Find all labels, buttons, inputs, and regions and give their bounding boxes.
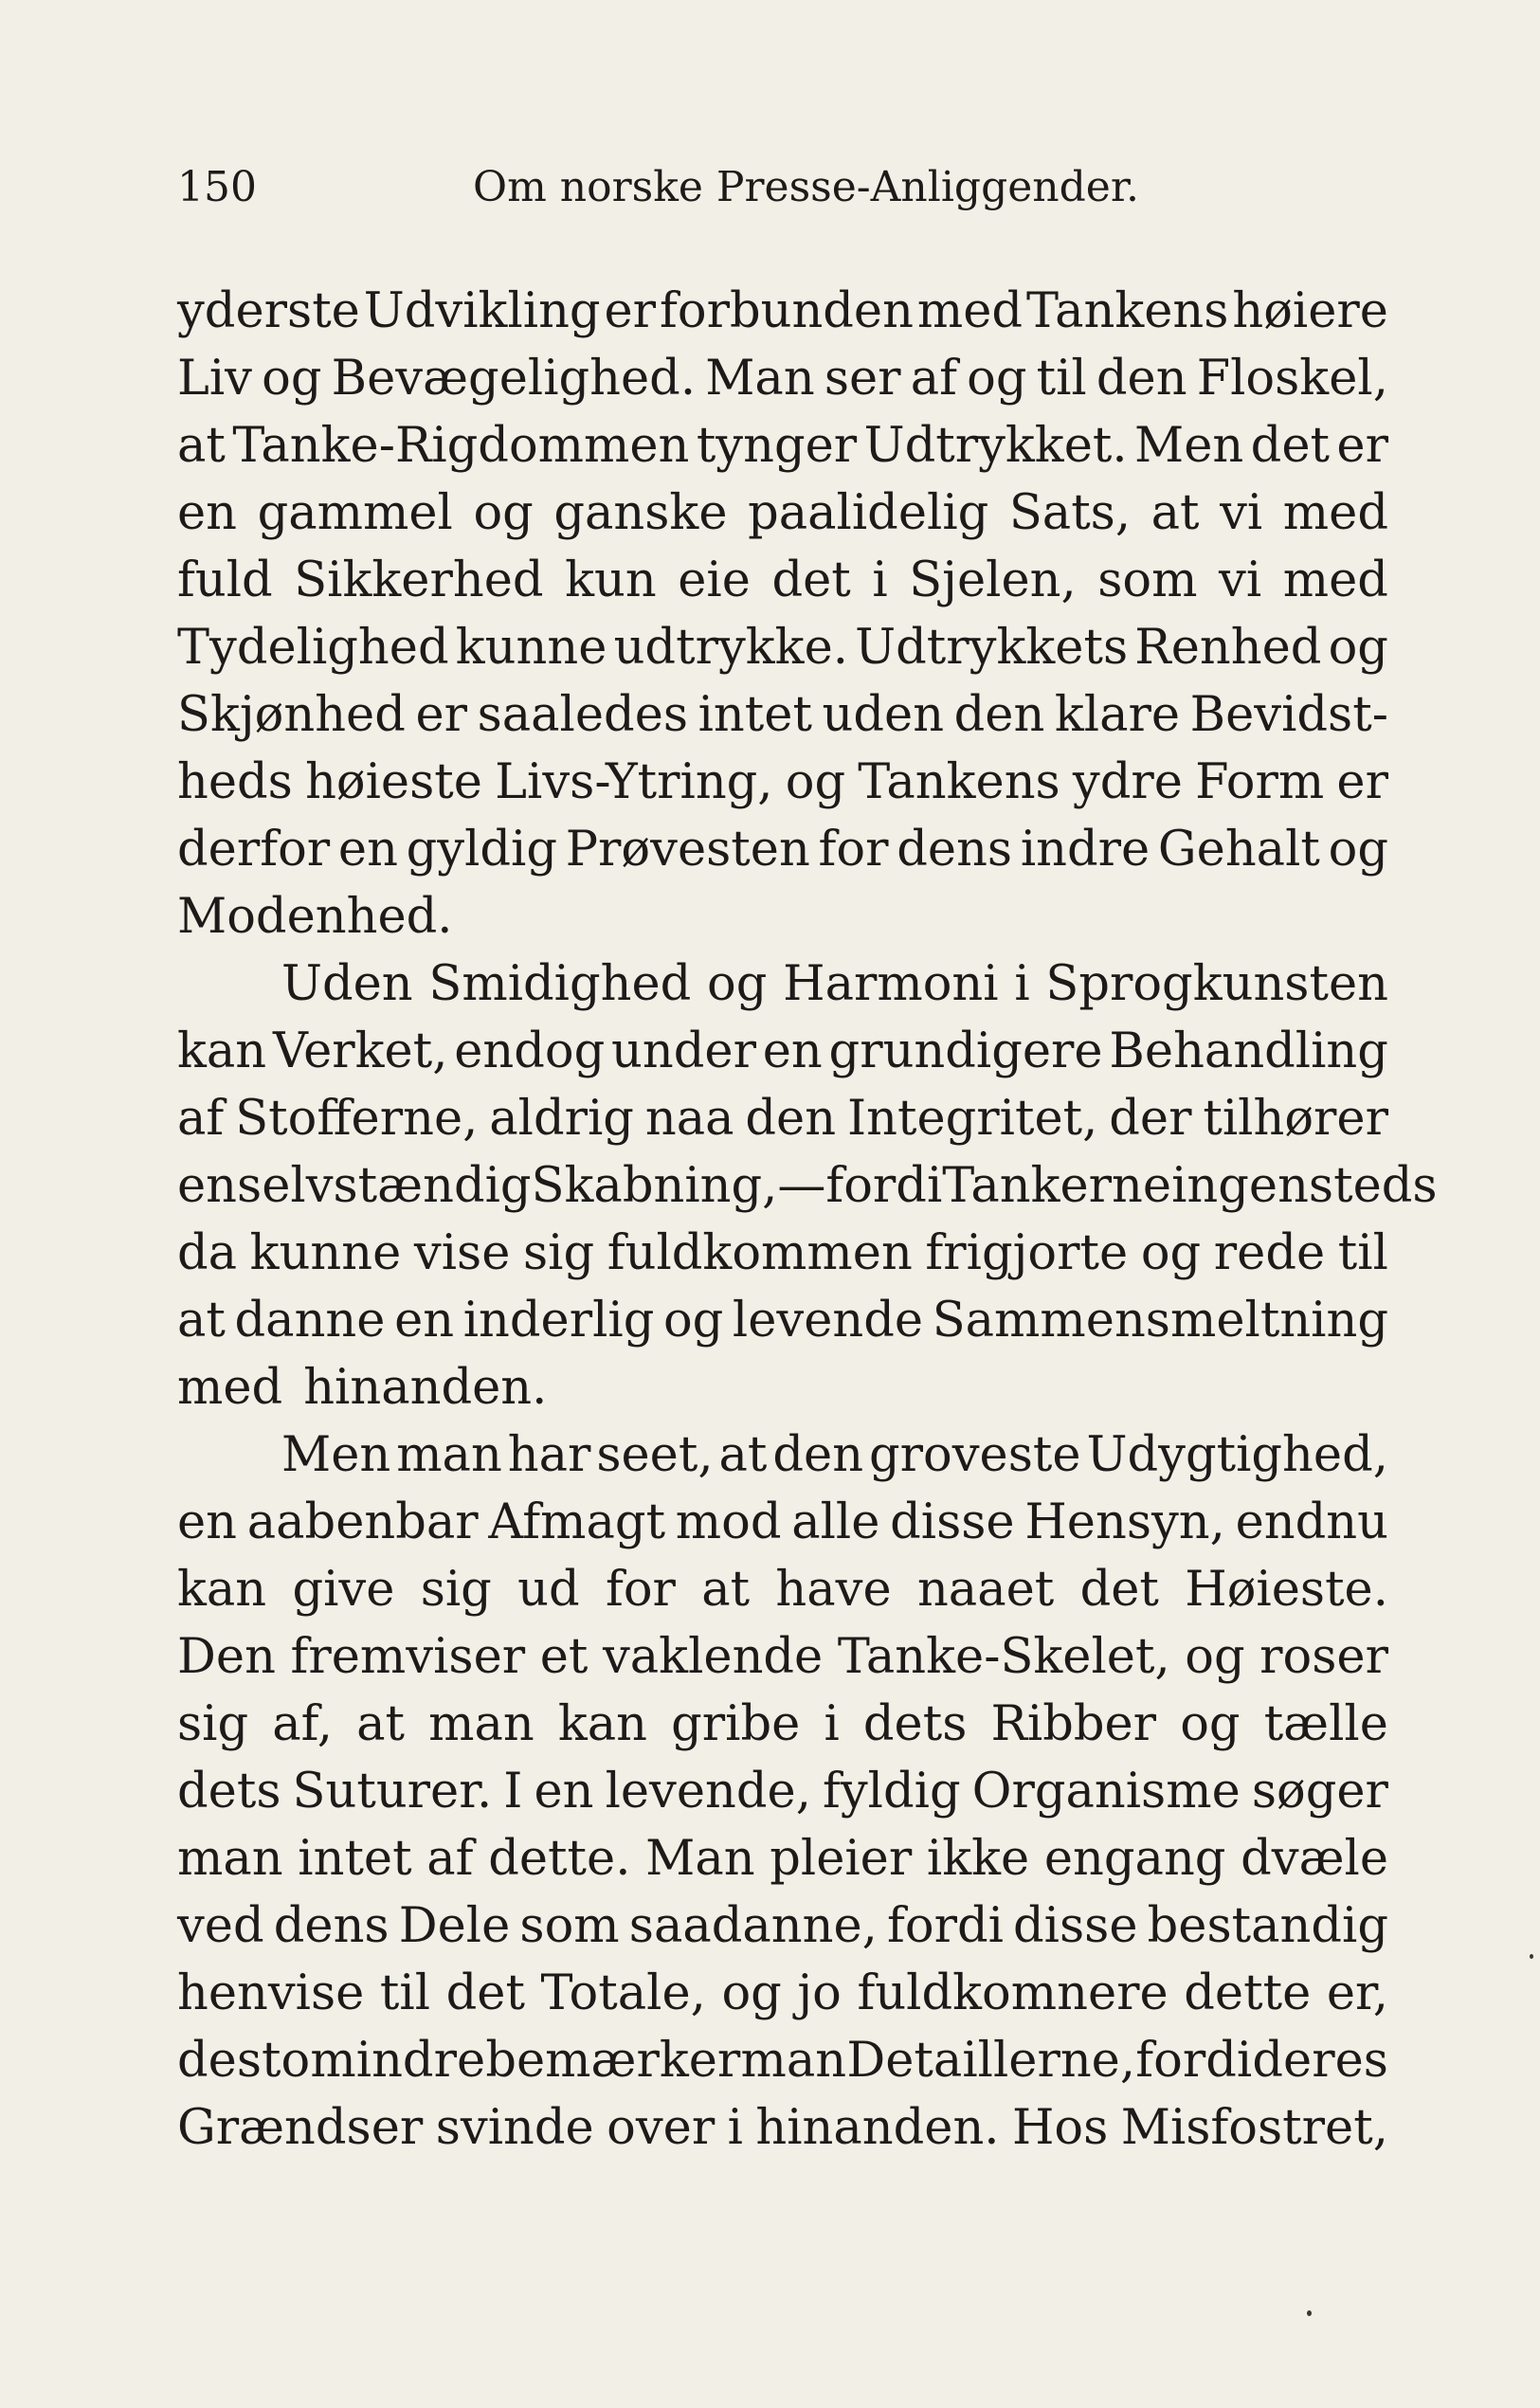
word: er (1336, 418, 1388, 474)
word: Form (1195, 754, 1325, 810)
word: vi (1220, 485, 1263, 541)
word: og (707, 956, 768, 1012)
text-line (177, 1623, 1388, 1691)
word: af (177, 1091, 225, 1147)
text-line (177, 345, 1388, 412)
word: Dele (398, 1898, 511, 1954)
word: naaet (916, 1562, 1055, 1618)
word: Modenhed. (177, 889, 453, 945)
word: give (292, 1562, 395, 1618)
word: Bevægelighed. (331, 351, 697, 407)
word: vaklende (602, 1629, 824, 1685)
text-line (177, 1018, 1388, 1085)
word: man (740, 2033, 847, 2089)
word: grundigere (828, 1023, 1103, 1079)
text-line (177, 749, 1388, 816)
text-line (177, 951, 1388, 1018)
word: og (721, 1965, 782, 2021)
word: da (177, 1225, 238, 1281)
word: kunne (455, 620, 607, 676)
word: dette (1184, 1965, 1312, 2021)
word: aldrig (489, 1091, 634, 1147)
word: Harmoni (783, 956, 999, 1012)
word: er (415, 687, 468, 743)
word: at (701, 1562, 751, 1618)
word: Gehalt (1157, 822, 1320, 878)
word: i (727, 2100, 743, 2156)
word: Men (1134, 418, 1244, 474)
word: er, (1326, 1965, 1388, 2021)
word: for (818, 822, 889, 878)
word: kan (557, 1696, 648, 1752)
word: at (356, 1696, 405, 1752)
text-line (177, 1220, 1388, 1287)
word: den (953, 687, 1045, 743)
text-line (177, 1152, 1438, 1220)
word: det (1250, 418, 1330, 474)
word: og (1328, 822, 1388, 878)
word: Ribber (990, 1696, 1157, 1752)
word: disse (890, 1494, 1015, 1550)
word: Man (705, 351, 815, 407)
word: Udtrykkets (855, 620, 1129, 676)
word: yderste (177, 283, 360, 339)
word: intet (698, 687, 812, 743)
word: Misfostret, (1120, 2100, 1388, 2156)
word: Stofferne, (235, 1091, 479, 1147)
text-line (177, 1085, 1388, 1152)
word: bestandig (1147, 1898, 1388, 1954)
word: Integritet, (846, 1091, 1098, 1147)
word: aabenbar (246, 1494, 479, 1550)
text-line (177, 816, 1388, 883)
word: deres (1252, 2033, 1388, 2089)
word: under (611, 1023, 756, 1079)
word: klare (1054, 687, 1181, 743)
word: det (445, 1965, 525, 2021)
word: derfor (177, 822, 331, 878)
word: ikke (926, 1831, 1030, 1887)
word: danne (234, 1293, 386, 1349)
word: Suturer. (292, 1764, 493, 1820)
word: eie (678, 552, 751, 608)
word: fordi (887, 1898, 1004, 1954)
word: og (1328, 620, 1388, 676)
word: Hensyn, (1024, 1494, 1225, 1550)
text-line (177, 1960, 1388, 2027)
word: Udvikling (363, 283, 601, 339)
word: et (539, 1629, 589, 1685)
word: kan (177, 1562, 267, 1618)
word: kun (565, 552, 657, 608)
word: Sats, (1008, 485, 1132, 541)
word: endnu (1235, 1494, 1388, 1550)
word: over (607, 2100, 716, 2156)
word: fyldig (822, 1764, 961, 1820)
word: udtrykke. (613, 620, 848, 676)
word: desto (177, 2033, 311, 2089)
word: en (177, 485, 238, 541)
word: Den (177, 1629, 276, 1685)
word: Grændser (177, 2100, 424, 2156)
word: fuld (177, 552, 273, 608)
word: Smidighed (428, 956, 692, 1012)
word: Renhed (1134, 620, 1322, 676)
word: fremviser (290, 1629, 526, 1685)
word: Organisme (971, 1764, 1241, 1820)
word: og (473, 485, 534, 541)
word: Uden (281, 956, 413, 1012)
word: fuldkomnere (857, 1965, 1169, 2021)
word: jo (797, 1965, 842, 2021)
word: pleier (770, 1831, 913, 1887)
word: og (1185, 1629, 1245, 1685)
word: har (507, 1427, 591, 1483)
word: vise (413, 1225, 511, 1281)
word: den (1096, 351, 1187, 407)
text-line (177, 1287, 1388, 1354)
word: og (262, 351, 322, 407)
word: ud (517, 1562, 580, 1618)
word: Udtrykket. (863, 418, 1128, 474)
word: henvise (177, 1965, 365, 2021)
text-line (177, 681, 1388, 749)
text-line (177, 883, 1388, 951)
text-line (177, 1691, 1388, 1758)
word: seet, (596, 1427, 714, 1483)
word: ganske (553, 485, 728, 541)
word: vi (1219, 552, 1262, 608)
word: indre (1020, 822, 1150, 878)
word: Tanke-Skelet, (837, 1629, 1170, 1685)
text-line (177, 2027, 1388, 2094)
word: Bevidst- (1189, 687, 1388, 743)
word: og (1140, 1225, 1202, 1281)
word: er (1336, 754, 1388, 810)
word: Men (281, 1427, 391, 1483)
word: høiere (1232, 283, 1388, 339)
word: høieste (305, 754, 482, 810)
word: som (1097, 552, 1198, 608)
word: man (396, 1427, 502, 1483)
word: tynger (696, 418, 858, 474)
word: engang (1043, 1831, 1226, 1887)
ink-speck (1307, 2310, 1312, 2316)
word: I (503, 1764, 523, 1820)
word: ydre (1072, 754, 1183, 810)
text-line (177, 1489, 1388, 1556)
word: Tankens (1026, 283, 1229, 339)
word: ser (824, 351, 901, 407)
text-line (177, 1758, 1388, 1825)
word: groveste (868, 1427, 1081, 1483)
word: i (872, 552, 888, 608)
word: levende, (605, 1764, 811, 1820)
word: i (824, 1696, 840, 1752)
word: Sikkerhed (294, 552, 544, 608)
word: der (1109, 1091, 1192, 1147)
text-line (177, 412, 1388, 480)
word: kan (177, 1023, 267, 1079)
word: fuldkommen (607, 1225, 913, 1281)
text-line (177, 1825, 1388, 1892)
word: med (916, 283, 1024, 339)
word: Sprogkunsten (1045, 956, 1388, 1012)
word: Udygtighed, (1086, 1427, 1388, 1483)
word: Tankerne (942, 1158, 1172, 1214)
word: hinanden. (755, 2100, 1000, 2156)
word: man (428, 1696, 534, 1752)
word: dets (862, 1696, 968, 1752)
word: endog (454, 1023, 606, 1079)
word: hinanden. (303, 1360, 548, 1416)
word: det (1079, 1562, 1159, 1618)
word: med (177, 1360, 283, 1416)
word: sig (177, 1696, 249, 1752)
word: gyldig (406, 822, 558, 878)
word: den (745, 1091, 837, 1147)
word: mod (675, 1494, 782, 1550)
word: en (762, 1023, 823, 1079)
word: Tydelighed (177, 620, 449, 676)
word: gribe (671, 1696, 801, 1752)
word: dette. (488, 1831, 631, 1887)
word: fordi (825, 1158, 943, 1214)
page-header (177, 159, 1390, 216)
word: til (1036, 351, 1087, 407)
word: søger (1251, 1764, 1388, 1820)
word: at (1150, 485, 1200, 541)
text-line (177, 547, 1388, 614)
word: en (394, 1293, 455, 1349)
word: paalidelig (748, 485, 989, 541)
word: at (177, 418, 226, 474)
text-line (177, 614, 1388, 681)
word: af (910, 351, 957, 407)
word: dens (273, 1898, 390, 1954)
word: i (1014, 956, 1030, 1012)
word: at (177, 1293, 226, 1349)
word: uden (822, 687, 945, 743)
word: og (967, 351, 1027, 407)
text-line (177, 2094, 1388, 2162)
word: sig (523, 1225, 595, 1281)
word: Hos (1011, 2100, 1109, 2156)
word: Prøvesten (565, 822, 810, 878)
word: af, (272, 1696, 333, 1752)
word: sig (420, 1562, 492, 1618)
word: man (177, 1831, 283, 1887)
body-text (177, 278, 1438, 2162)
word: Floskel, (1196, 351, 1388, 407)
word: mindre (310, 2033, 486, 2089)
word: kunne (249, 1225, 402, 1281)
paragraph-2 (177, 951, 1438, 1421)
text-line (177, 480, 1388, 547)
word: dens (897, 822, 1013, 878)
word: som (519, 1898, 620, 1954)
word: saaledes (477, 687, 689, 743)
word: med (1282, 552, 1388, 608)
word: er (604, 283, 657, 339)
text-line (177, 1421, 1388, 1489)
word: Sjelen, (909, 552, 1077, 608)
word: svinde (435, 2100, 594, 2156)
word: Tanke-Rigdommen (232, 418, 690, 474)
word: med (1282, 485, 1388, 541)
word: Livs-Ytring, (495, 754, 773, 810)
paragraph-1 (177, 278, 1388, 951)
page-number: 150 (177, 163, 257, 211)
word: til (379, 1965, 431, 2021)
word: Verket, (272, 1023, 448, 1079)
word: af (426, 1831, 474, 1887)
word: dvæle (1241, 1831, 1388, 1887)
word: — (777, 1158, 826, 1214)
word: roser (1259, 1629, 1388, 1685)
word: en (337, 822, 398, 878)
word: en (534, 1764, 594, 1820)
text-line (177, 278, 1388, 345)
word: Behandling (1109, 1023, 1388, 1079)
word: tælle (1263, 1696, 1388, 1752)
text-line (177, 1354, 1388, 1421)
word: frigjorte (925, 1225, 1129, 1281)
word: Totale, (540, 1965, 706, 2021)
word: til (1337, 1225, 1388, 1281)
word: heds (177, 754, 293, 810)
word: at (718, 1427, 768, 1483)
paragraph-3 (177, 1421, 1388, 2162)
word: bemærker (485, 2033, 741, 2089)
ink-speck (1530, 1954, 1533, 1959)
running-head: Om norske Presse-Anliggender. (473, 163, 1140, 211)
word: ved (177, 1898, 264, 1954)
word: Skjønhed (177, 687, 406, 743)
word: naa (644, 1091, 734, 1147)
word: dets (177, 1764, 281, 1820)
word: selvstændig (237, 1158, 532, 1214)
word: disse (1013, 1898, 1138, 1954)
word: fordi (1135, 2033, 1253, 2089)
word: alle (791, 1494, 880, 1550)
word: saadanne, (628, 1898, 878, 1954)
text-line (177, 1556, 1388, 1623)
word: Man (645, 1831, 755, 1887)
word: Afmagt (488, 1494, 666, 1550)
word: ingensteds (1171, 1158, 1438, 1214)
word: intet (298, 1831, 412, 1887)
word: tilhører (1203, 1091, 1388, 1147)
word: levende (732, 1293, 924, 1349)
word: Skabning, (531, 1158, 778, 1214)
word: Detaillerne, (846, 2033, 1136, 2089)
text-line (177, 1892, 1388, 1960)
word: en (177, 1158, 238, 1214)
word: gammel (257, 485, 453, 541)
word: Tankens (858, 754, 1060, 810)
word: Sammensmeltning (932, 1293, 1388, 1349)
word: og (662, 1293, 724, 1349)
word: for (605, 1562, 676, 1618)
word: Høieste. (1185, 1562, 1388, 1618)
word: og (785, 754, 846, 810)
word: det (771, 552, 851, 608)
word: forbunden (659, 283, 914, 339)
word: Liv (177, 351, 252, 407)
word: have (775, 1562, 892, 1618)
word: den (772, 1427, 864, 1483)
word: en (177, 1494, 238, 1550)
word: inderlig (462, 1293, 655, 1349)
word: rede (1213, 1225, 1326, 1281)
word: og (1180, 1696, 1241, 1752)
